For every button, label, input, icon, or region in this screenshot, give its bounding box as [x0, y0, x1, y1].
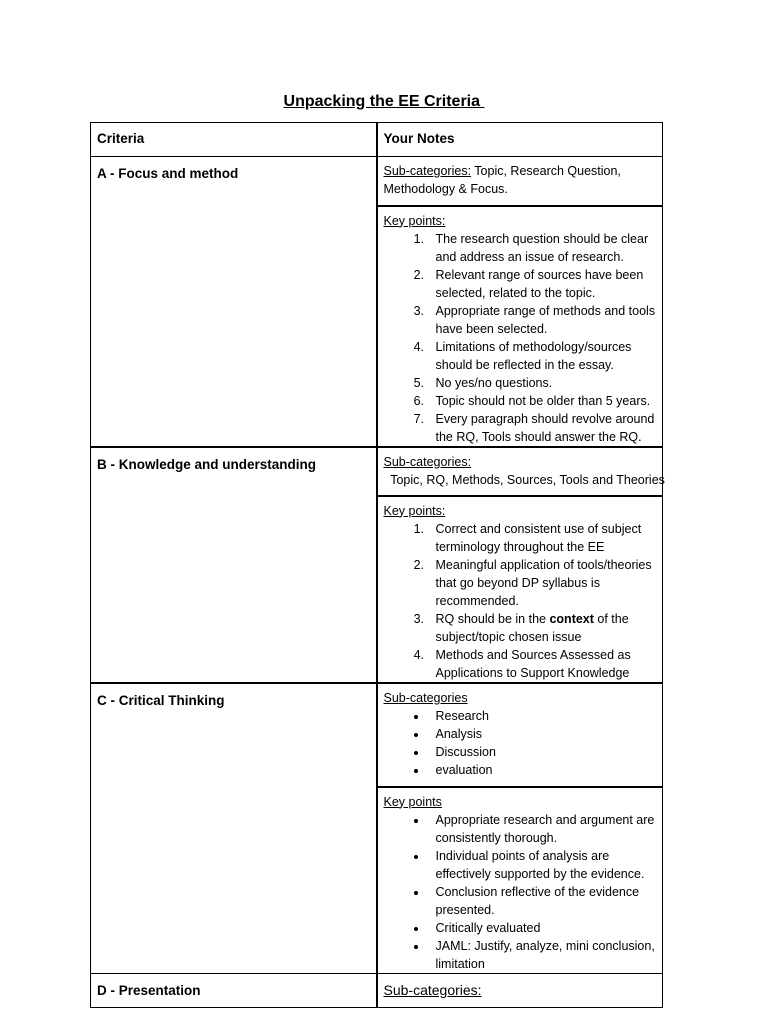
section-c-sub-row — [91, 683, 663, 787]
list-item: 3. Appropriate range of methods and tools have been selected. — [428, 302, 657, 338]
subcategories-text: Topic, Research Question, Methodology & Focus. — [383, 164, 621, 196]
point-bold-text: context — [549, 611, 594, 626]
section-b-sub-row — [91, 447, 663, 496]
list-item: 6. Topic should not be older than 5 years. — [428, 392, 657, 410]
list-item: • Analysis — [428, 725, 657, 743]
list-item: • Individual points of analysis are effectively supported by the evidence. — [428, 847, 657, 883]
header-row — [91, 123, 663, 157]
list-item: • Critically evaluated — [428, 919, 657, 937]
section-b-key-points — [377, 496, 663, 683]
page-title: Unpacking the EE Criteria — [283, 93, 485, 110]
section-d-subcategories — [377, 973, 663, 1007]
list-item: 5. No yes/no questions. — [428, 374, 657, 392]
list-item: 2. Meaningful application of tools/theories that go beyond DP syllabus is recommended. — [428, 556, 657, 610]
list-item: • evaluation — [428, 761, 657, 779]
list-item — [428, 610, 657, 646]
section-b-name: B - Knowledge and understanding — [91, 447, 377, 683]
section-c-subcategories — [377, 683, 663, 787]
list-item: 7. Every paragraph should revolve around the RQ, Tools should answer the RQ. — [428, 410, 657, 446]
subcategories-label: Sub-categories: — [383, 164, 472, 178]
list-item: • Appropriate research and argument are consistently thorough. — [428, 811, 657, 847]
list-item: • Discussion — [428, 743, 657, 761]
list-item: • Research — [428, 707, 657, 725]
notes-column-header: Your Notes — [377, 123, 663, 157]
section-d-name: D - Presentation — [91, 973, 377, 1007]
section-a-key-points — [377, 206, 663, 447]
point-text: RQ should be in the — [435, 611, 550, 626]
section-d-row — [91, 973, 663, 1007]
key-points-label: Key points: — [383, 213, 446, 228]
key-points-label: Key points — [383, 794, 442, 809]
key-points-list — [384, 811, 657, 973]
key-points-label: Key points: — [383, 503, 446, 518]
subcategories-text: Topic, RQ, Methods, Sources, Tools and Theories — [383, 472, 665, 487]
subcategories-label: Sub-categories: — [383, 981, 482, 998]
section-c-key-points — [377, 787, 663, 974]
subcategories-label: Sub-categories: — [383, 454, 472, 469]
section-a-sub-row — [91, 157, 663, 206]
subcategories-label: Sub-categories — [383, 690, 468, 705]
list-item: 2. Relevant range of sources have been selected, related to the topic. — [428, 266, 657, 302]
section-b-subcategories — [377, 447, 663, 496]
list-item: 1. Correct and consistent use of subject terminology throughout the EE — [428, 520, 657, 556]
criteria-table — [90, 122, 663, 1008]
list-item: 4. Methods and Sources Assessed as Applications to Support Knowledge — [428, 646, 657, 682]
criteria-column-header: Criteria — [91, 123, 377, 157]
subcategories-list — [384, 707, 657, 779]
list-item: • Conclusion reflective of the evidence presented. — [428, 883, 657, 919]
key-points-list — [384, 230, 657, 446]
section-a-name: A - Focus and method — [91, 157, 377, 447]
point-text: of the subject/topic chosen issue — [435, 611, 629, 644]
section-a-subcategories — [377, 157, 663, 206]
key-points-list — [384, 520, 657, 682]
section-c-name: C - Critical Thinking — [91, 683, 377, 974]
list-item: 1. The research question should be clear and address an issue of research. — [428, 230, 657, 266]
list-item: • JAML: Justify, analyze, mini conclusion, limitation — [428, 937, 657, 973]
list-item: 4. Limitations of methodology/sources should be reflected in the essay. — [428, 338, 657, 374]
